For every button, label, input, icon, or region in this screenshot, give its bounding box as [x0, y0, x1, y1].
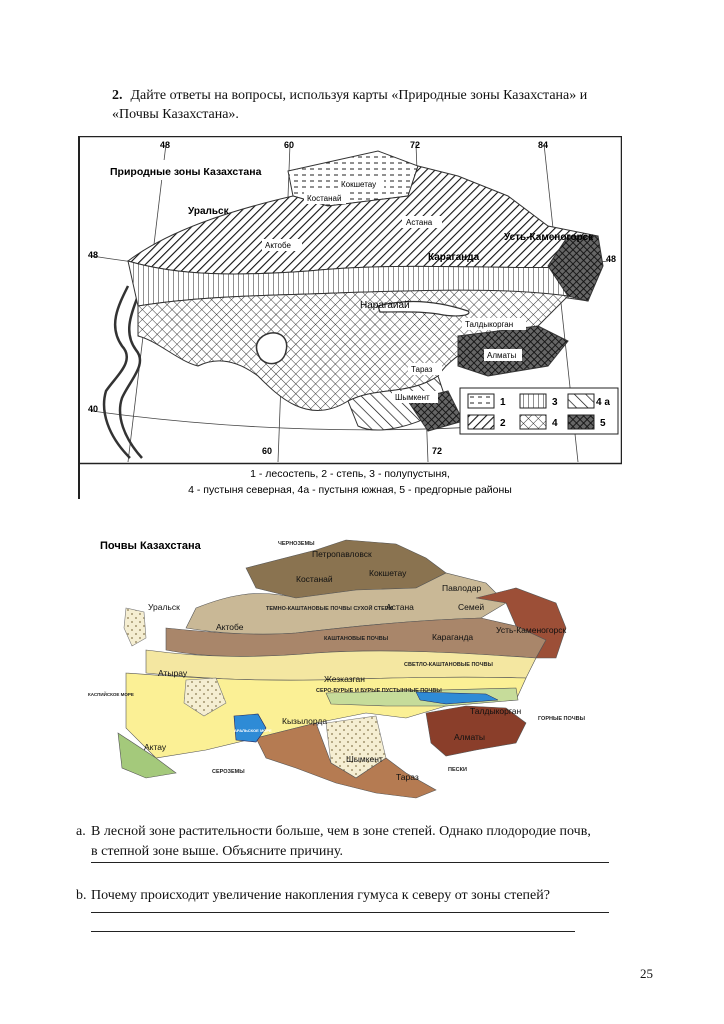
legend-1: 1: [500, 397, 506, 408]
question-a-line1: В лесной зоне растительности больше, чем в зоне степей. Однако плодородие почв,: [91, 824, 591, 839]
legend-4a: 4 а: [596, 397, 610, 408]
natural-zones-map: [78, 136, 622, 499]
map1-city-aktobe: Актобе: [265, 241, 291, 250]
soils-map-svg: [86, 528, 634, 818]
question-header: [112, 86, 632, 124]
map2-city-karaganda: Караганда: [432, 632, 474, 642]
label-grey-brown: СЕРО-БУРЫЕ И БУРЫЕ ПУСТЫННЫЕ ПОЧВЫ: [316, 688, 442, 694]
map1-title: Природные зоны Казахстана: [110, 166, 262, 178]
map1-city-almaty: Алматы: [487, 351, 517, 360]
map2-city-semey: Семей: [458, 602, 485, 612]
map1-city-kokshetau: Кокшетау: [341, 180, 377, 189]
map2-city-shymkent: Шымкент: [346, 754, 383, 764]
map2-city-taldykorgan: Талдыкорган: [470, 706, 522, 716]
map2-title: Почвы Казахстана: [100, 540, 201, 552]
grid-top-84: 84: [538, 140, 549, 150]
map1-city-uralsk: Уральск: [188, 206, 229, 217]
label-serozem: СЕРОЗЕМЫ: [212, 769, 245, 775]
label-dark-chestnut: ТЕМНО-КАШТАНОВЫЕ ПОЧВЫ СУХОЙ СТЕПИ: [266, 606, 393, 612]
question-a: [76, 822, 636, 862]
map1-city-kostanai: Костанай: [307, 194, 342, 203]
label-sands: ПЕСКИ: [448, 767, 467, 773]
legend-5: 5: [600, 418, 606, 429]
label-mountain: ГОРНЫЕ ПОЧВЫ: [538, 716, 585, 722]
grid-top-60: 60: [284, 140, 295, 150]
map2-city-ust-kam: Усть-Каменогорск: [496, 625, 567, 635]
lat-right-48: 48: [606, 254, 617, 264]
map1-city-shymkent: Шымкент: [395, 393, 430, 402]
legend-3: 3: [552, 397, 558, 408]
map2-city-petropavlovsk: Петропавловск: [312, 549, 372, 559]
map2-city-atyrau: Атырау: [158, 668, 188, 678]
grid-bottom-60: 60: [262, 446, 273, 456]
map2-city-almaty: Алматы: [454, 732, 486, 742]
question-b-letter: b.: [76, 888, 87, 903]
map2-city-astana: Астана: [386, 602, 414, 612]
map2-city-kyzylorda: Кызылорда: [282, 716, 328, 726]
map1-caption-line2: 4 - пустыня северная, 4а - пустыня южная, 5 - предгорные районы: [188, 484, 512, 496]
answer-line-b1[interactable]: [91, 912, 609, 913]
question-b-text: Почему происходит увеличение накопления гумуса к северу от зоны степей?: [91, 888, 550, 903]
page-number: 25: [640, 966, 653, 981]
label-light-chestnut: СВЕТЛО-КАШТАНОВЫЕ ПОЧВЫ: [404, 662, 493, 668]
map2-city-taraz: Тараз: [396, 772, 419, 782]
label-chernozem: ЧЕРНОЗЕМЫ: [278, 541, 315, 547]
soils-map: [86, 528, 634, 818]
grid-bottom-72: 72: [432, 446, 443, 456]
map2-city-kokshetau: Кокшетау: [369, 568, 407, 578]
question-text: Дайте ответы на вопросы, используя карты «Природные зоны Казахстана» и «Почвы Казахстана».: [112, 88, 588, 122]
label-caspian: КАСПИЙСКОЕ МОРЕ: [88, 692, 134, 697]
question-a-letter: a.: [76, 824, 86, 839]
question-b: [76, 886, 636, 906]
lat-left-40: 40: [88, 404, 99, 414]
map2-city-aktobe: Актобе: [216, 622, 244, 632]
answer-line-b2[interactable]: [91, 931, 575, 932]
map2-city-aktau: Актау: [144, 742, 167, 752]
legend-2: 2: [500, 418, 506, 429]
map1-city-karaganda: Караганда: [428, 252, 480, 263]
grid-top-48: 48: [160, 140, 171, 150]
lat-left-48: 48: [88, 250, 99, 260]
aral-sea: [256, 333, 286, 364]
label-chestnut: КАШТАНОВЫЕ ПОЧВЫ: [324, 636, 389, 642]
map1-city-taraz: Тараз: [411, 365, 433, 374]
map2-city-zhezkazgan: Жезказган: [324, 674, 365, 684]
map2-city-uralsk: Уральск: [148, 602, 180, 612]
map1-city-astana: Астана: [406, 218, 433, 227]
map2-city-kostanai: Костанай: [296, 574, 333, 584]
natural-zones-map-svg: [78, 136, 622, 499]
grid-top-72: 72: [410, 140, 421, 150]
legend-4: 4: [552, 418, 558, 429]
label-aral: АРАЛЬСКОЕ МОРЕ: [234, 728, 272, 733]
map1-city-balkhash: Нарагаиай: [360, 300, 410, 311]
map1-city-ust-kam: Усть-Каменогорск: [504, 232, 594, 243]
map1-city-taldykorgan: Талдыкорган: [465, 320, 514, 329]
question-number: 2.: [112, 88, 123, 103]
map1-legend: [460, 388, 618, 434]
map1-caption-line1: 1 - лесостепь, 2 - степь, 3 - полупустыня,: [250, 468, 450, 480]
answer-line-a[interactable]: [91, 862, 609, 863]
map2-city-pavlodar: Павлодар: [442, 583, 482, 593]
question-a-line2: в степной зоне выше. Объясните причину.: [91, 844, 343, 859]
